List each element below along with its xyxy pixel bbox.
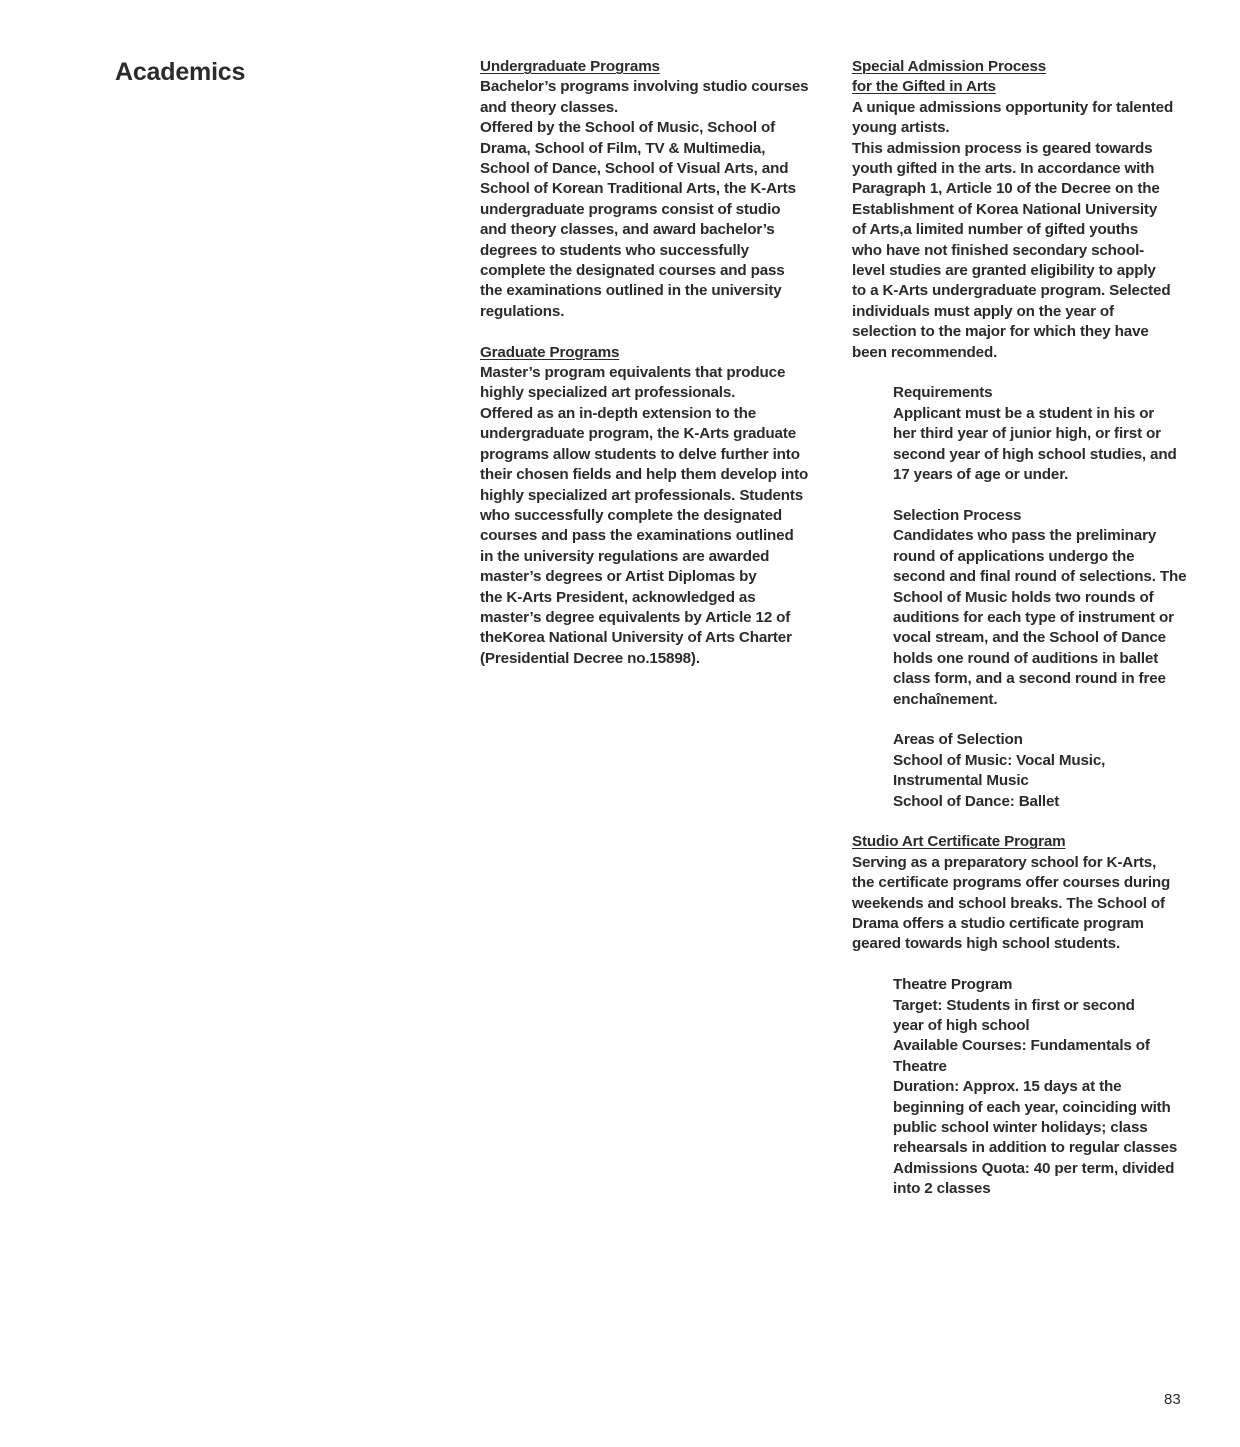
text-line: Duration: Approx. 15 days at the (893, 1078, 1122, 1096)
text-line: master’s degree equivalents by Article 12 of (480, 608, 791, 626)
text-line: class form, and a second round in free (893, 670, 1166, 688)
areas-block (852, 730, 1202, 812)
page-number: 83 (1164, 1391, 1181, 1408)
text-line: holds one round of auditions in ballet (893, 649, 1159, 667)
gifted-body (852, 98, 1202, 363)
text-line: regulations. (480, 302, 565, 320)
right-column (852, 57, 1202, 1200)
text-line: and theory classes. (480, 98, 619, 116)
text-line: into 2 classes (893, 1180, 991, 1198)
text-line: auditions for each type of instrument or (893, 608, 1174, 626)
areas-body (893, 751, 1202, 812)
text-line: degrees to students who successfully (480, 241, 749, 259)
gifted-section (852, 57, 1202, 812)
text-line: Offered by the School of Music, School of (480, 119, 776, 137)
theatre-body (893, 996, 1202, 1200)
text-line: Instrumental Music (893, 772, 1029, 790)
text-line: highly specialized art professionals. (480, 384, 736, 402)
text-line: youth gifted in the arts. In accordance with (852, 160, 1155, 178)
requirements-block (852, 383, 1202, 485)
graduate-body (480, 363, 830, 669)
text-line: second year of high school studies, and (893, 445, 1177, 463)
studio-body (852, 853, 1202, 955)
text-line: young artists. (852, 119, 950, 137)
text-line: master’s degrees or Artist Diplomas by (480, 568, 757, 586)
text-line: programs allow students to delve further into (480, 445, 800, 463)
areas-title: Areas of Selection (893, 731, 1023, 749)
text-line: and theory classes, and award bachelor’s (480, 221, 775, 239)
text-line: enchaînement. (893, 690, 998, 708)
text-line: courses and pass the examinations outlined (480, 527, 794, 545)
text-line: geared towards high school students. (852, 935, 1121, 953)
text-line: School of Dance: Ballet (893, 792, 1060, 810)
text-line: of Arts,a limited number of gifted youths (852, 221, 1139, 239)
studio-title: Studio Art Certificate Program (852, 833, 1066, 851)
undergraduate-section (480, 57, 830, 322)
text-line: in the university regulations are awarded (480, 547, 770, 565)
text-line: public school winter holidays; class (893, 1119, 1148, 1137)
text-line: second and final round of selections. The (893, 568, 1187, 586)
selection-process-title: Selection Process (893, 506, 1022, 524)
text-line: weekends and school breaks. The School of (852, 894, 1165, 912)
theatre-block (852, 975, 1202, 1199)
text-line: to a K-Arts undergraduate program. Selected (852, 282, 1171, 300)
text-line: Drama offers a studio certificate program (852, 915, 1144, 932)
text-line: beginning of each year, coinciding with (893, 1098, 1171, 1116)
text-line: vocal stream, and the School of Dance (893, 629, 1166, 647)
text-line: who have not finished secondary school- (852, 241, 1145, 259)
text-line: complete the designated courses and pass (480, 262, 785, 280)
text-line: undergraduate programs consist of studio (480, 200, 781, 218)
text-line: Available Courses: Fundamentals of (893, 1037, 1150, 1055)
text-line: School of Korean Traditional Arts, the K-Arts (480, 180, 796, 198)
middle-column (480, 57, 830, 669)
selection-process-body (893, 526, 1202, 710)
text-line: selection to the major for which they have (852, 323, 1149, 341)
text-line: highly specialized art professionals. Students (480, 486, 804, 504)
requirements-body (893, 404, 1202, 486)
text-line: A unique admissions opportunity for talented (852, 98, 1174, 116)
text-line: Establishment of Korea National University (852, 200, 1158, 218)
text-line: individuals must apply on the year of (852, 302, 1114, 320)
text-line: the K-Arts President, acknowledged as (480, 588, 756, 606)
text-line: Target: Students in first or second (893, 996, 1135, 1014)
text-line: School of Dance, School of Visual Arts, and (480, 160, 789, 178)
text-line: the certificate programs offer courses during (852, 874, 1171, 892)
graduate-title: Graduate Programs (480, 343, 620, 361)
graduate-section (480, 343, 830, 670)
gifted-title-line-2: for the Gifted in Arts (852, 78, 996, 96)
requirements-title: Requirements (893, 384, 993, 402)
text-line: the examinations outlined in the university (480, 282, 782, 300)
studio-section (852, 832, 1202, 1199)
text-line: Master’s program equivalents that produce (480, 364, 786, 382)
text-line: Paragraph 1, Article 10 of the Decree on the (852, 180, 1160, 198)
text-line: theKorea National University of Arts Charter (480, 629, 792, 647)
text-line: School of Music holds two rounds of (893, 588, 1154, 606)
text-line: Theatre (893, 1057, 947, 1075)
text-line: undergraduate program, the K-Arts graduate (480, 425, 797, 443)
undergraduate-title: Undergraduate Programs (480, 58, 660, 75)
page-title: Academics (115, 58, 246, 86)
text-line: Offered as an in-depth extension to the (480, 404, 756, 422)
text-line: Bachelor’s programs involving studio courses (480, 78, 809, 96)
undergraduate-body (480, 77, 830, 322)
text-line: This admission process is geared towards (852, 139, 1153, 157)
text-line: Candidates who pass the preliminary (893, 527, 1157, 545)
text-line: round of applications undergo the (893, 547, 1135, 565)
text-line: Serving as a preparatory school for K-Arts, (852, 853, 1157, 871)
text-line: Applicant must be a student in his or (893, 404, 1155, 422)
selection-process-block (852, 506, 1202, 710)
text-line: Drama, School of Film, TV & Multimedia, (480, 139, 766, 157)
text-line: 17 years of age or under. (893, 466, 1069, 484)
theatre-title: Theatre Program (893, 976, 1013, 994)
text-line: Admissions Quota: 40 per term, divided (893, 1159, 1175, 1177)
gifted-title-line-1: Special Admission Process (852, 58, 1047, 75)
text-line: level studies are granted eligibility to apply (852, 262, 1156, 280)
text-line: School of Music: Vocal Music, (893, 751, 1106, 769)
text-line: her third year of junior high, or first or (893, 425, 1161, 443)
text-line: their chosen fields and help them develop into (480, 466, 809, 484)
text-line: (Presidential Decree no.15898). (480, 649, 700, 667)
text-line: who successfully complete the designated (480, 506, 783, 524)
text-line: year of high school (893, 1017, 1030, 1035)
text-line: been recommended. (852, 343, 998, 361)
text-line: rehearsals in addition to regular classes (893, 1139, 1178, 1157)
